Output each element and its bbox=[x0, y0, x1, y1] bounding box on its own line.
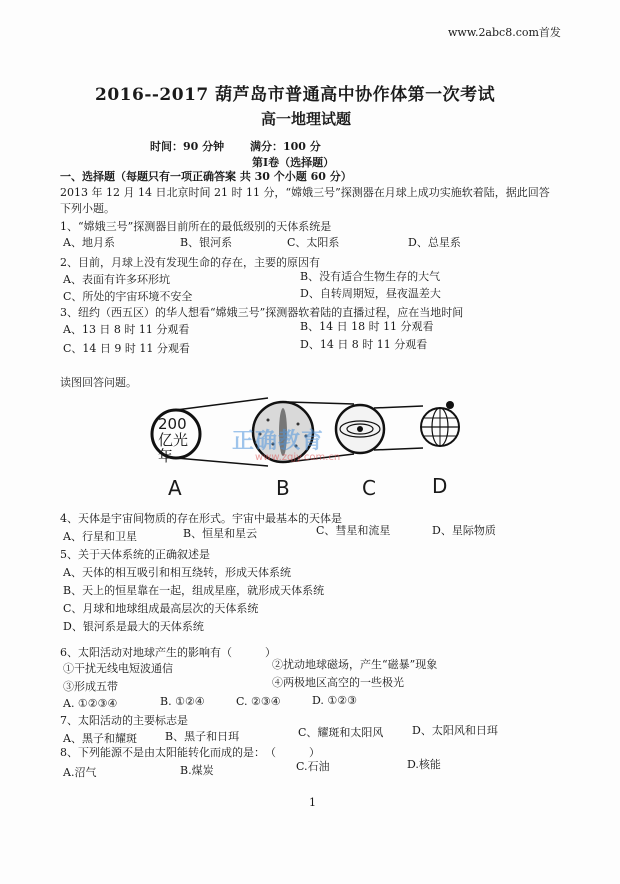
q3-option-b: B、14 日 18 时 11 分观看 bbox=[300, 320, 434, 333]
q3-option-d: D、14 日 8 时 11 分观看 bbox=[300, 338, 428, 351]
q5-option-b: B、天上的恒星靠在一起，组成星座，就形成天体系统 bbox=[63, 584, 325, 597]
q1-option-b: B、银河系 bbox=[180, 236, 233, 249]
q7-option-d: D、太阳风和日珥 bbox=[412, 724, 498, 737]
figure-label-c: C bbox=[362, 476, 376, 500]
site-label: www.2abc8.com首发 bbox=[448, 26, 561, 39]
figure-label-d: D bbox=[432, 474, 448, 498]
exam-title: 2016--2017 葫芦岛市普通高中协作体第一次考试 bbox=[95, 85, 496, 105]
section-heading: 一、选择题（每题只有一项正确答案 共 30 个小题 60 分） bbox=[60, 170, 352, 183]
q2-option-b: B、没有适合生物生存的大气 bbox=[300, 270, 441, 283]
q6-item-4: ④两极地区高空的一些极光 bbox=[272, 676, 404, 689]
q1-option-a: A、地月系 bbox=[63, 236, 115, 249]
q5-option-c: C、月球和地球组成最高层次的天体系统 bbox=[63, 602, 259, 615]
exam-meta bbox=[150, 138, 343, 154]
q5-option-a: A、天体的相互吸引和相互绕转，形成天体系统 bbox=[63, 566, 291, 579]
watermark-url: www.zqjy.com.cn bbox=[255, 452, 341, 463]
q8-option-b: B.煤炭 bbox=[180, 764, 214, 777]
q6-option-d: D. ①②③ bbox=[312, 694, 358, 707]
q4-stem: 4、天体是宇宙间物质的存在形式。宇宙中最基本的天体是 bbox=[60, 512, 342, 525]
q6-item-3: ③形成五带 bbox=[63, 680, 118, 693]
q6-stem: 6、太阳活动对地球产生的影响有（ ） bbox=[60, 646, 276, 659]
exam-score: 满分：100 分 bbox=[249, 140, 321, 153]
q7-option-a: A、黑子和耀斑 bbox=[63, 732, 137, 745]
q4-option-c: C、彗星和流星 bbox=[316, 524, 391, 537]
figure-label-a: A bbox=[168, 476, 182, 500]
q1-option-c: C、太阳系 bbox=[287, 236, 340, 249]
q1-option-d: D、总星系 bbox=[408, 236, 461, 249]
q8-option-c: C.石油 bbox=[296, 760, 330, 773]
exam-time: 时间：90 分钟 bbox=[150, 140, 225, 153]
q6-option-a: A. ①②③④ bbox=[63, 697, 118, 710]
q6-item-2: ②扰动地球磁场，产生“磁暴”现象 bbox=[272, 658, 438, 671]
q4-option-b: B、恒星和星云 bbox=[183, 527, 258, 540]
q8-option-a: A.沼气 bbox=[63, 766, 97, 779]
q2-option-c: C、所处的宇宙环境不安全 bbox=[63, 290, 193, 303]
figure-inner-text: 200亿光年 bbox=[158, 415, 189, 465]
q3-stem: 3、纽约（西五区）的华人想看“嫦娥三号”探测器软着陆的直播过程，应在当地时间 bbox=[60, 306, 464, 319]
watermark-logo: 正确教育 bbox=[232, 429, 325, 454]
q3-option-a: A、13 日 8 时 11 分观看 bbox=[63, 323, 190, 336]
q7-stem: 7、太阳活动的主要标志是 bbox=[60, 714, 188, 727]
q7-option-c: C、耀斑和太阳风 bbox=[298, 726, 384, 739]
q6-option-c: C. ②③④ bbox=[236, 695, 281, 708]
q5-stem: 5、关于天体系统的正确叙述是 bbox=[60, 548, 210, 561]
q2-option-d: D、自转周期短，昼夜温差大 bbox=[300, 287, 441, 300]
q4-option-a: A、行星和卫星 bbox=[63, 530, 137, 543]
q3-option-c: C、14 日 9 时 11 分观看 bbox=[63, 342, 190, 355]
section-intro-line1: 2013 年 12 月 14 日北京时间 21 时 11 分，“嫦娥三号”探测器在月球上成功实施软着陆，据此回答 bbox=[60, 186, 550, 199]
page-number: 1 bbox=[309, 796, 316, 809]
q4-option-d: D、星际物质 bbox=[432, 524, 496, 537]
figure-intro: 读图回答问题。 bbox=[60, 376, 137, 389]
q1-stem: 1、“嫦娥三号”探测器目前所在的最低级别的天体系统是 bbox=[60, 220, 332, 233]
q2-option-a: A、表面有许多环形坑 bbox=[63, 273, 170, 286]
q2-stem: 2、目前，月球上没有发现生命的存在，主要的原因有 bbox=[60, 256, 320, 269]
q5-option-d: D、银河系是最大的天体系统 bbox=[63, 620, 204, 633]
q8-option-d: D.核能 bbox=[407, 758, 441, 771]
exam-subtitle: 高一地理试题 bbox=[261, 110, 352, 128]
part-heading: 第Ⅰ卷（选择题） bbox=[252, 156, 335, 169]
q8-stem: 8、下列能源不是由太阳能转化而成的是： （ ） bbox=[60, 746, 320, 759]
q7-option-b: B、黑子和日珥 bbox=[165, 730, 240, 743]
q6-item-1: ①干扰无线电短波通信 bbox=[63, 662, 173, 675]
q6-option-b: B. ①②④ bbox=[160, 695, 205, 708]
section-intro-line2: 下列小题。 bbox=[60, 202, 115, 215]
figure-label-b: B bbox=[276, 476, 290, 500]
